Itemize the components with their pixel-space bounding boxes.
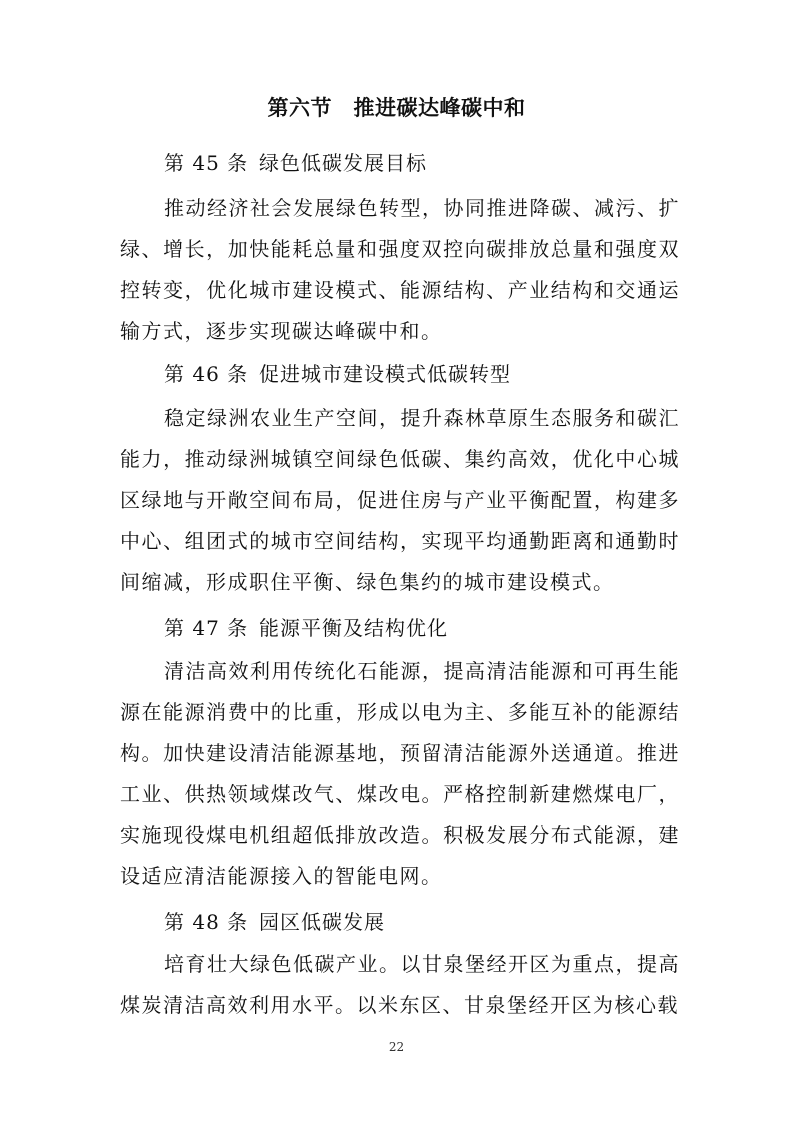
article-number: 第 48 条 xyxy=(164,910,249,934)
article-title: 能源平衡及结构优化 xyxy=(259,616,448,640)
article-title: 绿色低碳发展目标 xyxy=(259,151,427,175)
article-title: 园区低碳发展 xyxy=(259,910,385,934)
article-body-47: 清洁高效利用传统化石能源，提高清洁能源和可再生能源在能源消费中的比重，形成以电为主、多能互补的能源结构。加快建设清洁能源基地，预留清洁能源外送通道。推进工业、供热领域煤改气、煤改电。严格控制新建燃煤电厂，实施现役煤电机组超低排放改造。积极发展分布式能源，建设适应清洁能源接入的智能电网。 xyxy=(120,659,680,888)
article-body-46: 稳定绿洲农业生产空间，提升森林草原生态服务和碳汇能力，推动绿洲城镇空间绿色低碳、集约高效，优化中心城区绿地与开敞空间布局，促进住房与产业平衡配置，构建多中心、组团式的城市空间结构，实现平均通勤距离和通勤时间缩减，形成职住平衡、绿色集约的城市建设模式。 xyxy=(120,406,680,594)
article-heading-48 xyxy=(164,906,385,935)
article-body-45: 推动经济社会发展绿色转型，协同推进降碳、减污、扩绿、增长，加快能耗总量和强度双控向碳排放总量和强度双控转变，优化城市建设模式、能源结构、产业结构和交通运输方式，逐步实现碳达峰碳中和。 xyxy=(120,196,680,343)
section-title: 第六节 推进碳达峰碳中和 xyxy=(267,96,526,120)
article-number: 第 46 条 xyxy=(164,362,249,386)
article-heading-47 xyxy=(164,612,448,641)
article-heading-45 xyxy=(164,147,427,176)
article-title: 促进城市建设模式低碳转型 xyxy=(259,362,511,386)
page-number: 22 xyxy=(388,1040,405,1054)
article-heading-46 xyxy=(164,358,511,387)
article-number: 第 45 条 xyxy=(164,151,249,175)
article-number: 第 47 条 xyxy=(164,616,249,640)
article-body-48: 培育壮大绿色低碳产业。以甘泉堡经开区为重点，提高煤炭清洁高效利用水平。以米东区、甘泉堡经开区为核心载 xyxy=(120,952,680,1017)
